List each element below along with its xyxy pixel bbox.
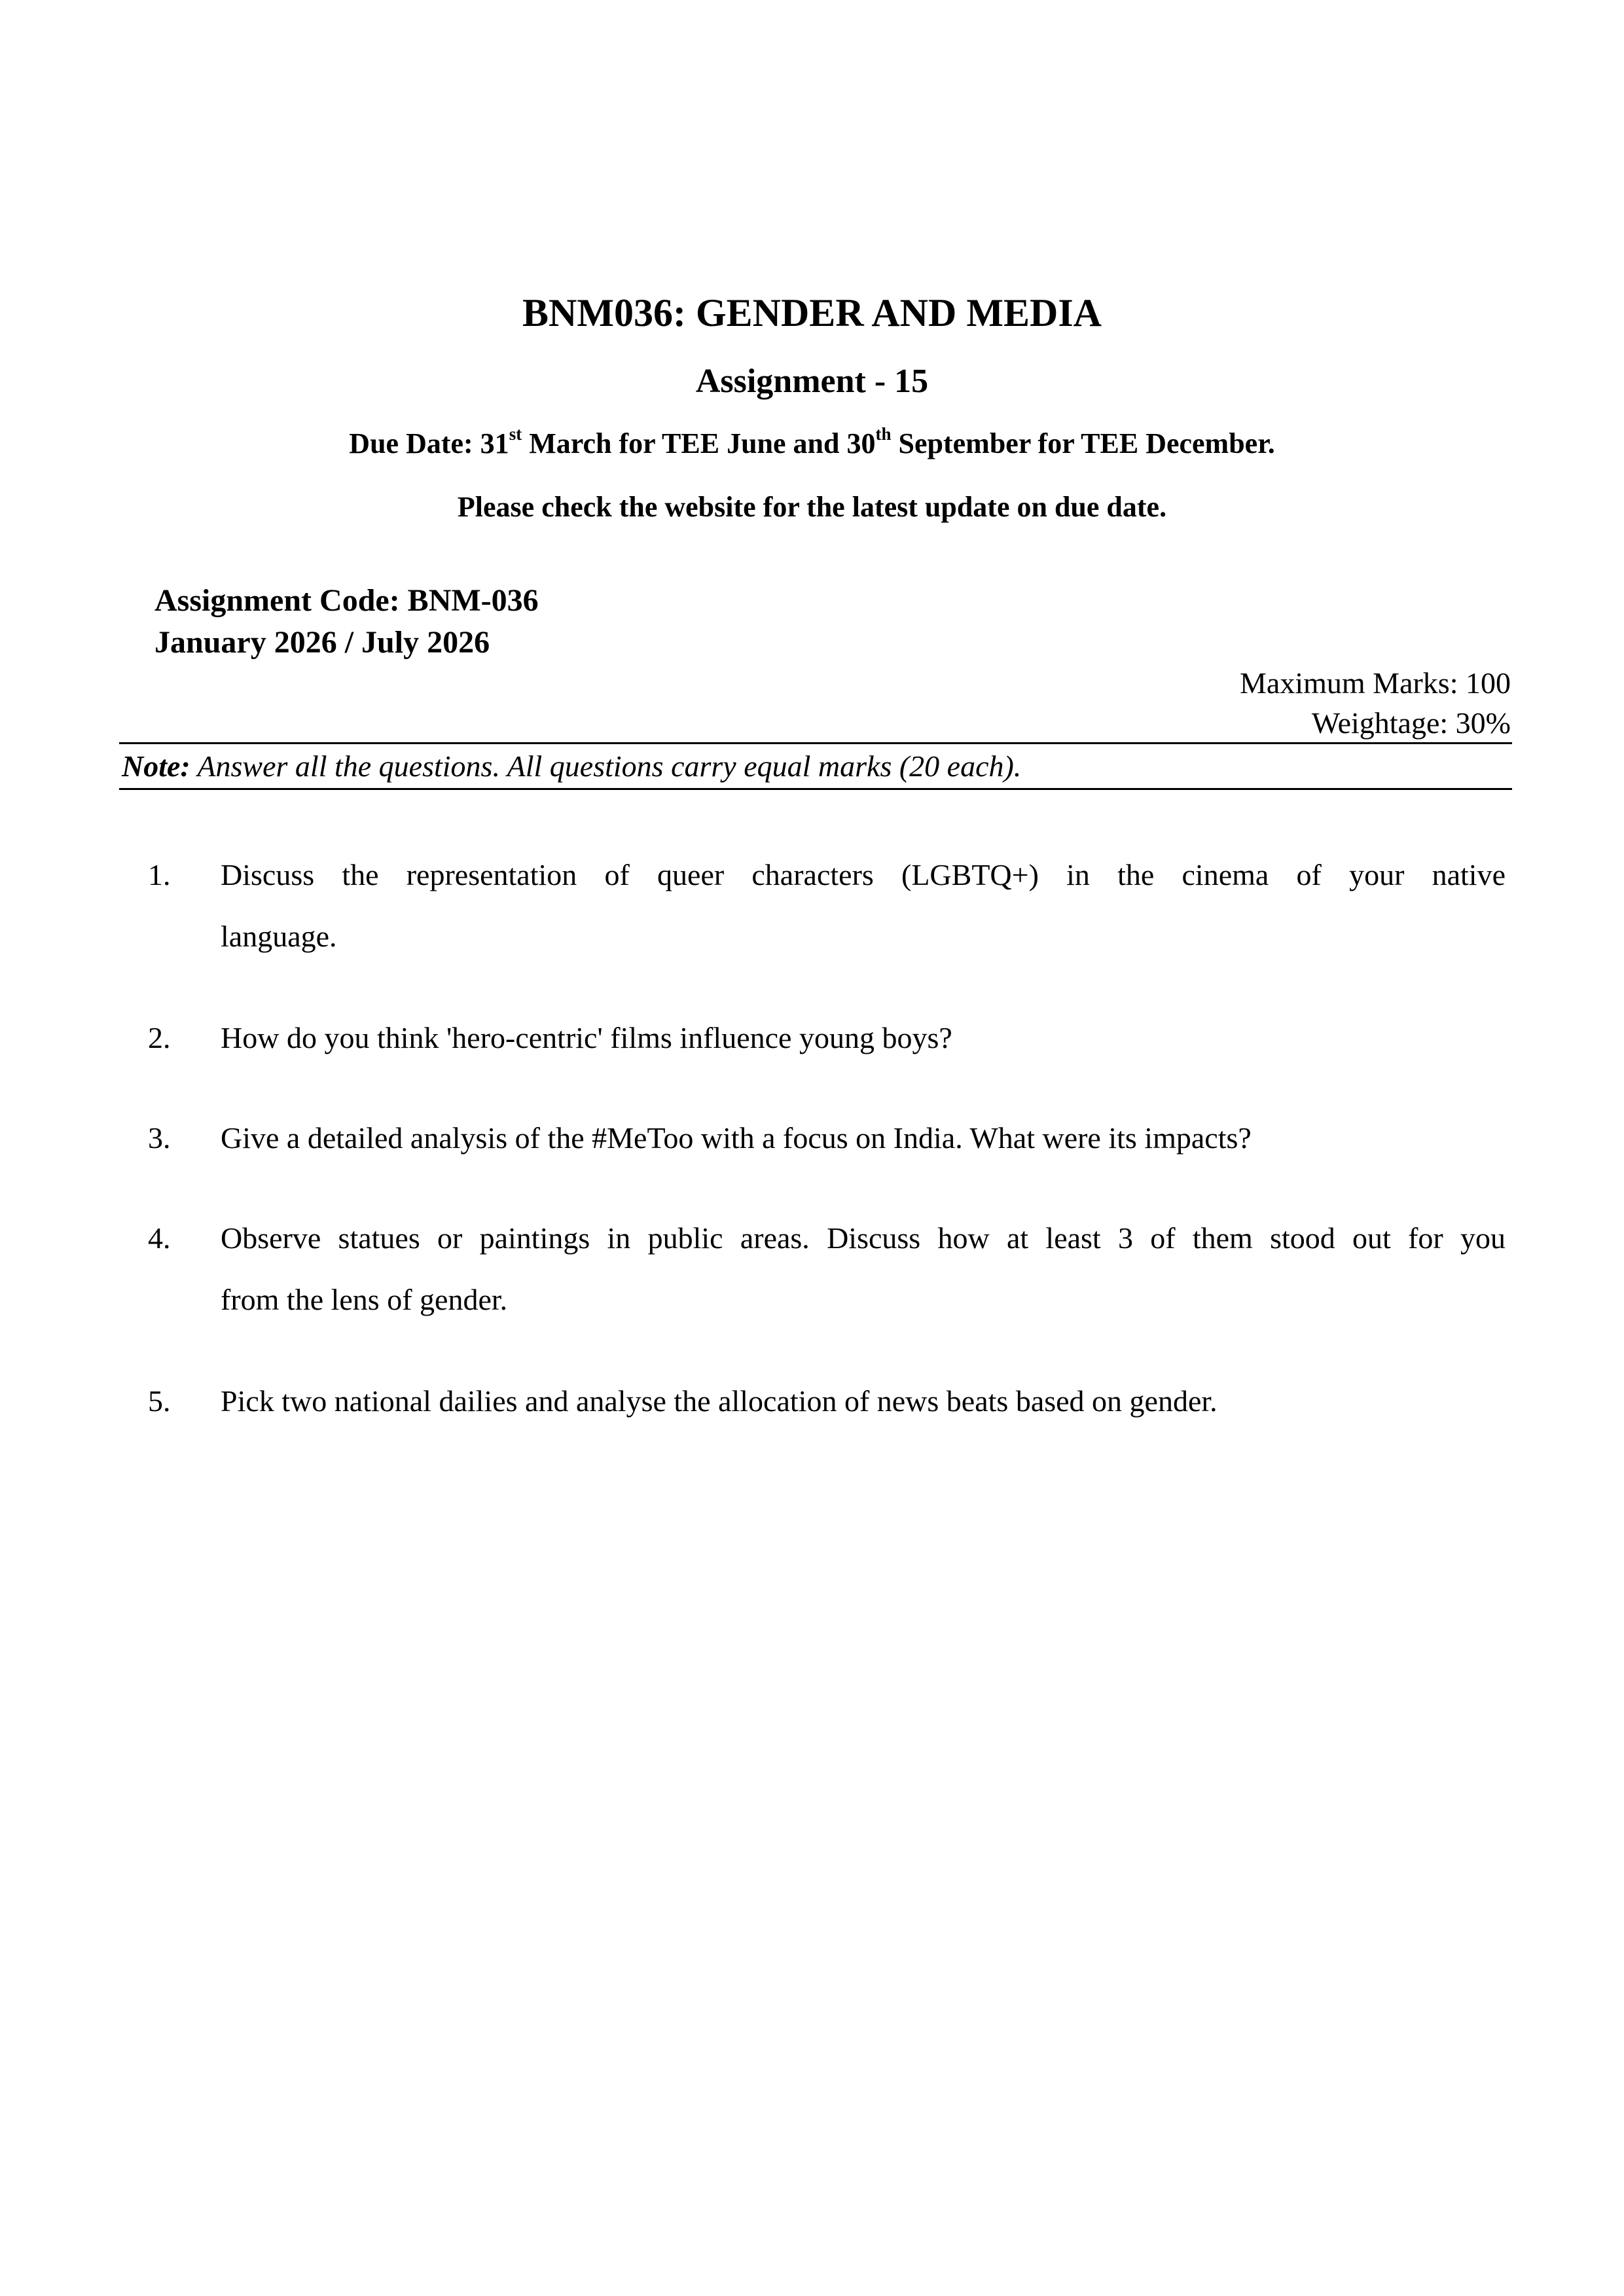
question-number: 4. [148,1221,171,1255]
due-date-suffix: September for TEE December. [891,427,1275,459]
weightage: Weightage: 30% [1311,706,1511,740]
note-text: Answer all the questions. All questions carry equal marks (20 each). [190,749,1022,783]
question-text: Pick two national dailies and analyse the allocation of news beats based on gender. [221,1384,1218,1418]
question-number: 3. [148,1121,171,1155]
due-date-sup-first: st [509,424,522,444]
question-text-line: Observe statues or paintings in public areas. Discuss how at least 3 of them stood out for you [221,1221,1506,1255]
assignment-number: Assignment - 15 [695,363,929,400]
question-text [221,844,1506,967]
due-date-line [0,424,1624,463]
maximum-marks: Maximum Marks: 100 [1240,666,1511,700]
question-text-line: Discuss the representation of queer characters (LGBTQ+) in the cinema of your native [221,858,1506,891]
question-number: 1. [148,858,171,891]
question-text [221,1208,1506,1331]
assignment-session: January 2026 / July 2026 [154,625,490,660]
question-text-line: language. [221,920,337,953]
course-title: BNM036: GENDER AND MEDIA [522,291,1102,334]
website-check-line: Please check the website for the latest update on due date. [457,491,1167,523]
note-line [122,746,1021,787]
question-number: 5. [148,1384,171,1418]
question-text: How do you think 'hero-centric' films influence young boys? [221,1021,952,1054]
divider-bottom [119,788,1512,790]
question-text-line: from the lens of gender. [221,1283,508,1316]
question-text: Give a detailed analysis of the #MeToo with a focus on India. What were its impacts? [221,1121,1252,1155]
note-label: Note: [122,749,190,783]
assignment-code: Assignment Code: BNM-036 [154,583,539,618]
divider-top [119,742,1512,744]
due-date-prefix: Due Date: 31 [349,427,509,459]
due-date-sup-second: th [875,424,892,444]
due-date-middle: March for TEE June and 30 [522,427,876,459]
question-number: 2. [148,1021,171,1054]
